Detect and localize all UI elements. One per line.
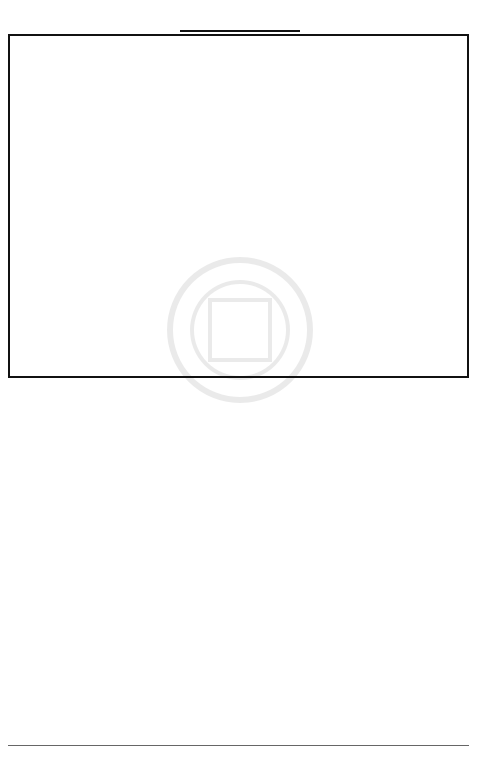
title-underline bbox=[180, 30, 300, 32]
body-paragraph bbox=[8, 384, 469, 722]
framed-paragraph bbox=[20, 42, 457, 372]
reference-number bbox=[8, 724, 469, 744]
issuer-signature bbox=[8, 750, 469, 774]
divider bbox=[8, 745, 469, 746]
notice-title bbox=[0, 6, 479, 28]
framed-section bbox=[8, 34, 469, 378]
